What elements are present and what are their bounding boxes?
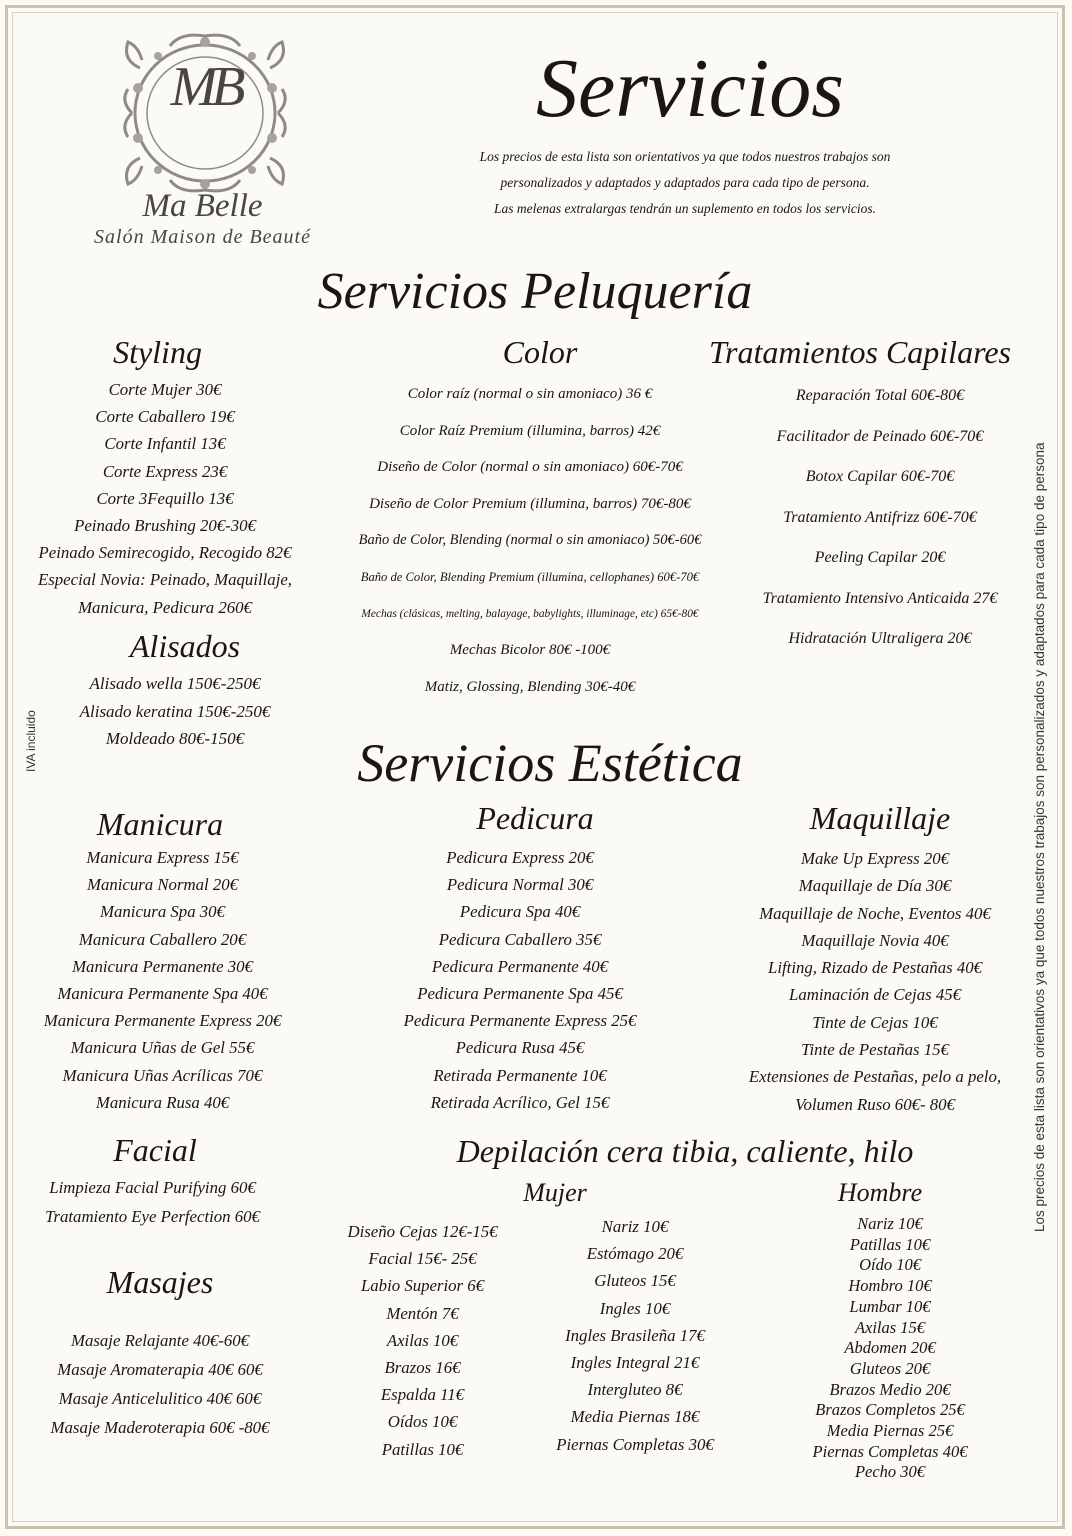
price-item: Pedicura Permanente 40€ xyxy=(431,956,609,976)
price-item: Pedicura Rusa 45€ xyxy=(455,1038,585,1058)
price-item: Diseño de Color (normal o sin amoniaco) 60€-70€ xyxy=(377,459,683,476)
price-item: Botox Capilar 60€-70€ xyxy=(805,468,955,485)
price-item: Manicura Permanente 30€ xyxy=(72,956,253,976)
price-item: Tratamiento Intensivo Anticaida 27€ xyxy=(762,589,998,607)
price-item: Axilas 10€ xyxy=(386,1330,459,1350)
price-item: Retirada Acrílico, Gel 15€ xyxy=(430,1092,610,1112)
price-item: Gluteos 20€ xyxy=(849,1358,931,1378)
price-item: Pedicura Spa 40€ xyxy=(459,902,581,922)
heading-pedicura: Pedicura xyxy=(476,800,594,836)
list-masajes xyxy=(25,1326,295,1442)
price-item: Mentón 7€ xyxy=(386,1303,459,1323)
price-item: Facial 15€- 25€ xyxy=(368,1249,477,1269)
price-item: Piernas Completas 30€ xyxy=(556,1434,714,1454)
price-item: Brazos Completos 25€ xyxy=(815,1400,965,1420)
price-item: Masaje Maderoterapia 60€ -80€ xyxy=(50,1418,270,1437)
price-item: Tinte de Pestañas 15€ xyxy=(801,1040,949,1060)
price-item: Reparación Total 60€-80€ xyxy=(795,387,965,404)
price-item: Manicura Caballero 20€ xyxy=(78,929,247,949)
iva-note-text: IVA incluido xyxy=(24,710,38,772)
intro-line: personalizados y adaptados y adaptados para cada tipo de persona. xyxy=(500,175,870,190)
price-item: Color raíz (normal o sin amoniaco) 36 € xyxy=(407,386,653,402)
price-item: Piernas Completas 40€ xyxy=(812,1441,968,1461)
price-item: Manicura Uñas de Gel 55€ xyxy=(70,1038,255,1058)
price-item: Tinte de Cejas 10€ xyxy=(812,1012,938,1032)
price-item: Manicura Spa 30€ xyxy=(100,902,225,922)
price-item: Color Raíz Premium (illumina, barros) 42€ xyxy=(399,422,661,439)
brand-subtitle: Salón Maison de Beauté xyxy=(94,226,311,248)
list-manicura xyxy=(15,844,310,1116)
brand-name: Ma Belle xyxy=(142,188,263,224)
price-item: Nariz 10€ xyxy=(601,1217,669,1236)
price-item: Manicura Permanente Spa 40€ xyxy=(57,984,268,1004)
price-item: Media Piernas 18€ xyxy=(570,1407,700,1427)
price-item: Matiz, Glossing, Blending 30€-40€ xyxy=(424,678,636,695)
price-item: Peinado Brushing 20€-30€ xyxy=(74,516,256,536)
price-item: Abdomen 20€ xyxy=(844,1338,936,1358)
price-item: Pedicura Caballero 35€ xyxy=(438,929,602,949)
heading-depilacion: Depilación cera tibia, caliente, hilo xyxy=(456,1133,914,1169)
price-item: Diseño Cejas 12€-15€ xyxy=(347,1222,498,1241)
list-depilacion-hombre xyxy=(780,1214,1000,1483)
price-item: Laminación de Cejas 45€ xyxy=(789,985,961,1005)
heading-maquillaje: Maquillaje xyxy=(809,800,951,836)
list-color xyxy=(310,376,750,705)
price-item: Ingles 10€ xyxy=(599,1298,671,1318)
price-item: Peeling Capilar 20€ xyxy=(814,549,946,566)
price-item: Brazos 16€ xyxy=(384,1358,461,1378)
price-item: Pedicura Permanente Express 25€ xyxy=(403,1011,637,1031)
price-item: Facilitador de Peinado 60€-70€ xyxy=(776,427,984,445)
price-item: Alisado wella 150€-250€ xyxy=(89,674,261,693)
price-item: Manicura Uñas Acrílicas 70€ xyxy=(62,1065,263,1085)
price-item: Oído 10€ xyxy=(859,1255,921,1275)
section-title-estetica: Servicios Estética xyxy=(357,733,743,793)
price-item: Pedicura Normal 30€ xyxy=(446,875,594,895)
intro-note xyxy=(405,144,965,222)
list-depilacion-mujer-2 xyxy=(530,1213,740,1458)
price-item: Lifting, Rizado de Pestañas 40€ xyxy=(768,958,982,978)
heading-tratamientos: Tratamientos Capilares xyxy=(709,334,1011,370)
price-item: Diseño de Color Premium (illumina, barros) 70€-80€ xyxy=(369,495,691,512)
price-item: Volumen Ruso 60€- 80€ xyxy=(795,1094,955,1114)
intro-line: Los precios de esta lista son orientativos ya que todos nuestros trabajos son xyxy=(479,149,891,164)
list-styling xyxy=(15,376,315,621)
side-price-note-text: Los precios de esta lista son orientativos ya que todos nuestros trabajos son personalizados y adaptados para cada tipo de persona xyxy=(1032,442,1047,1232)
price-item: Extensiones de Pestañas, pelo a pelo, xyxy=(748,1067,1002,1087)
price-item: Hombro 10€ xyxy=(848,1276,932,1296)
price-item: Maquillaje de Noche, Eventos 40€ xyxy=(759,903,991,923)
price-item: Corte Express 23€ xyxy=(102,461,228,481)
price-item: Masaje Relajante 40€-60€ xyxy=(70,1331,250,1350)
price-item: Maquillaje de Día 30€ xyxy=(798,876,952,896)
price-item: Pecho 30€ xyxy=(854,1462,926,1482)
price-item: Hidratación Ultraligera 20€ xyxy=(788,630,972,647)
price-item: Manicura Normal 20€ xyxy=(86,875,239,895)
heading-alisados: Alisados xyxy=(129,628,241,664)
price-item: Baño de Color, Blending (normal o sin amoniaco) 50€-60€ xyxy=(358,532,702,549)
side-price-note xyxy=(1030,300,1050,1235)
price-item: Baño de Color, Blending Premium (illumina, cellophanes) 60€-70€ xyxy=(360,569,700,584)
price-item: Manicura Permanente Express 20€ xyxy=(43,1011,282,1031)
price-item: Make Up Express 20€ xyxy=(800,849,950,868)
price-item: Estómago 20€ xyxy=(586,1244,684,1264)
list-facial xyxy=(15,1173,290,1231)
price-item: Mechas (clásicas, melting, balayage, babylights, illuminage, etc) 65€-80€ xyxy=(361,607,699,620)
section-title-peluqueria: Servicios Peluquería xyxy=(317,263,753,320)
price-item: Media Piernas 25€ xyxy=(826,1421,954,1441)
list-maquillaje xyxy=(720,845,1030,1118)
heading-color: Color xyxy=(502,334,578,370)
intro-line: Las melenas extralargas tendrán un suplemento en todos los servicios. xyxy=(494,201,876,216)
price-item: Alisado keratina 150€-250€ xyxy=(79,701,271,721)
price-item: Especial Novia: Peinado, Maquillaje, xyxy=(38,570,292,590)
price-item: Corte 3Fequillo 13€ xyxy=(96,488,234,508)
heading-mujer: Mujer xyxy=(523,1178,587,1207)
heading-hombre: Hombre xyxy=(837,1178,923,1207)
heading-facial: Facial xyxy=(113,1132,197,1168)
price-item: Masaje Aromaterapia 40€ 60€ xyxy=(57,1360,263,1379)
brand-monogram: MB xyxy=(170,56,240,118)
price-item: Tratamiento Antifrizz 60€-70€ xyxy=(783,508,977,526)
list-pedicura xyxy=(375,844,665,1116)
price-item: Limpieza Facial Purifying 60€ xyxy=(49,1178,256,1197)
heading-styling: Styling xyxy=(113,334,202,370)
price-item: Lumbar 10€ xyxy=(849,1296,931,1316)
price-item: Pedicura Permanente Spa 45€ xyxy=(417,984,623,1004)
price-item: Axilas 15€ xyxy=(854,1317,926,1337)
price-item: Manicura Rusa 40€ xyxy=(95,1092,230,1112)
price-item: Nariz 10€ xyxy=(857,1214,923,1233)
price-item: Manicura, Pedicura 260€ xyxy=(78,597,252,617)
price-item: Ingles Brasileña 17€ xyxy=(565,1325,705,1345)
price-item: Intergluteo 8€ xyxy=(587,1380,683,1400)
price-item: Peinado Semirecogido, Recogido 82€ xyxy=(38,543,292,563)
price-item: Corte Caballero 19€ xyxy=(95,407,235,427)
price-item: Pedicura Express 20€ xyxy=(446,848,594,867)
list-tratamientos xyxy=(735,376,1025,660)
price-item: Espalda 11€ xyxy=(380,1385,465,1405)
price-item: Corte Mujer 30€ xyxy=(108,380,222,399)
price-item: Maquillaje Novia 40€ xyxy=(801,930,949,950)
price-item: Manicura Express 15€ xyxy=(86,848,239,867)
price-item: Masaje Anticelulitico 40€ 60€ xyxy=(58,1389,262,1408)
price-item: Brazos Medio 20€ xyxy=(829,1379,951,1399)
price-item: Mechas Bicolor 80€ -100€ xyxy=(449,642,611,659)
price-item: Gluteos 15€ xyxy=(594,1271,676,1291)
price-item: Labio Superior 6€ xyxy=(360,1276,485,1296)
price-item: Patillas 10€ xyxy=(381,1439,464,1459)
heading-masajes: Masajes xyxy=(106,1264,214,1300)
list-depilacion-mujer-1 xyxy=(325,1218,520,1463)
price-item: Corte Infantil 13€ xyxy=(104,434,226,454)
price-item: Retirada Permanente 10€ xyxy=(433,1065,607,1085)
price-item: Patillas 10€ xyxy=(849,1234,931,1254)
price-item: Tratamiento Eye Perfection 60€ xyxy=(45,1207,260,1226)
price-item: Oídos 10€ xyxy=(387,1412,458,1432)
heading-manicura: Manicura xyxy=(96,806,224,842)
price-item: Ingles Integral 21€ xyxy=(570,1353,700,1373)
price-item: Moldeado 80€-150€ xyxy=(105,729,245,748)
page-title: Servicios xyxy=(536,42,844,135)
